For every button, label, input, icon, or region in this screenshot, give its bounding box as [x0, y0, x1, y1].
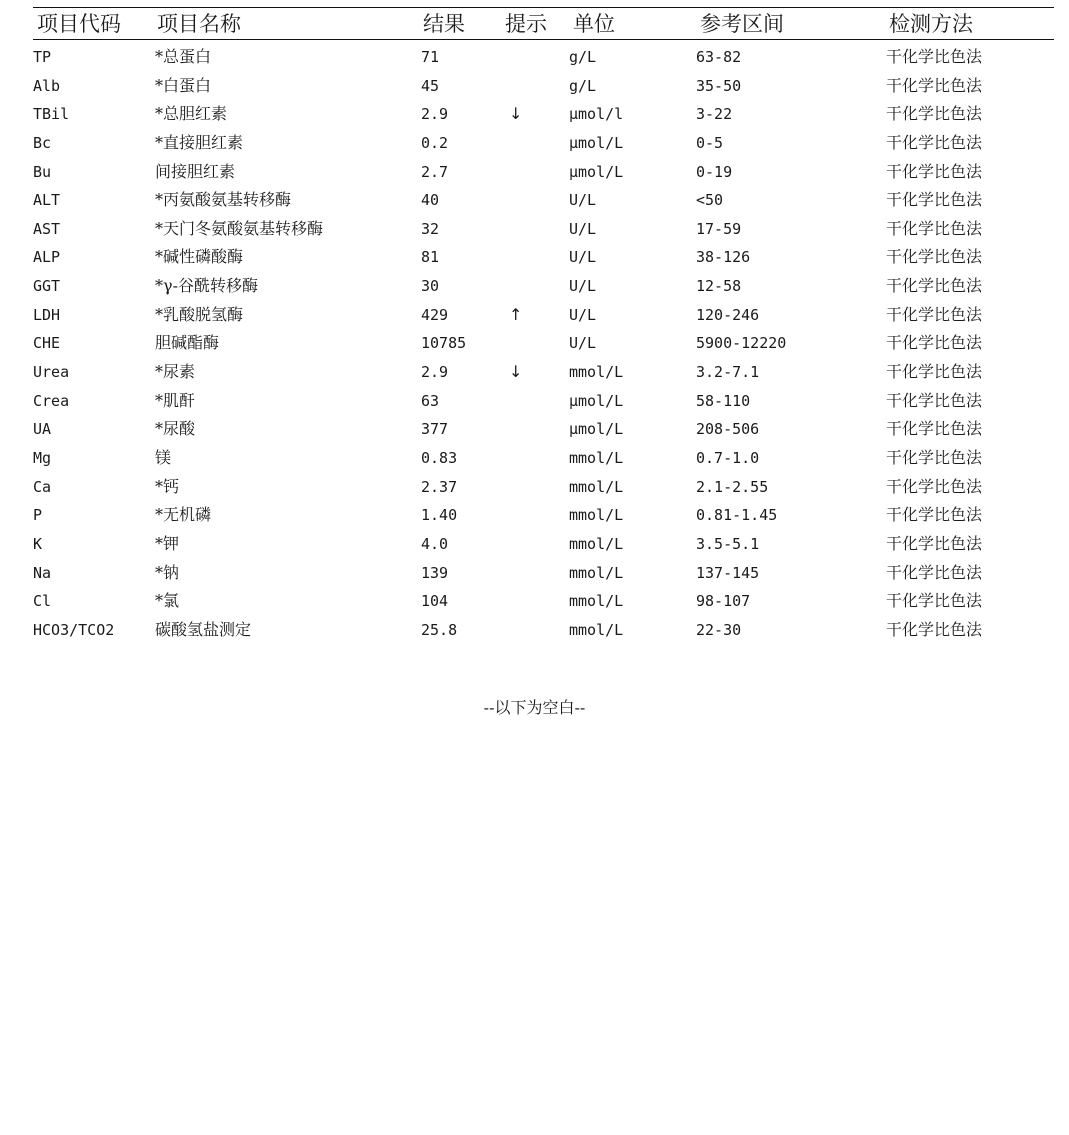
cell-unit: mmol/L: [569, 506, 624, 525]
table-row: [33, 444, 1054, 473]
cell-reference-range: 3.2-7.1: [696, 363, 760, 382]
table-header-rule: [33, 39, 1054, 40]
cell-item-name: *直接胆红素: [155, 132, 244, 152]
cell-test-method: 干化学比色法: [886, 333, 983, 353]
cell-item-code: HCO3/TCO2: [33, 620, 115, 639]
cell-test-method: 干化学比色法: [886, 190, 983, 210]
cell-item-code: Mg: [33, 448, 52, 467]
cell-reference-range: 38-126: [696, 248, 751, 267]
header-test-method: 检测方法: [889, 12, 973, 36]
cell-reference-range: 120-246: [696, 305, 760, 324]
cell-result: 71: [421, 48, 440, 66]
cell-test-method: 干化学比色法: [886, 591, 983, 611]
cell-result: 45: [421, 76, 440, 95]
cell-reference-range: 35-50: [696, 76, 742, 95]
cell-item-name: *钠: [155, 562, 180, 582]
table-row: [33, 158, 1054, 187]
cell-item-code: K: [33, 534, 43, 553]
table-row: [33, 473, 1054, 502]
cell-item-name: 碳酸氢盐测定: [155, 619, 252, 639]
blank-below-note: --以下为空白--: [483, 698, 586, 717]
table-body: [33, 43, 1054, 644]
cell-reference-range: 208-506: [696, 420, 760, 439]
cell-reference-range: 3-22: [696, 105, 733, 124]
cell-result: 2.37: [421, 477, 458, 496]
cell-item-name: *总胆红素: [155, 104, 228, 124]
cell-item-name: *钾: [155, 533, 180, 553]
table-row: [33, 100, 1054, 129]
header-item-name: 项目名称: [157, 12, 241, 36]
cell-unit: U/L: [569, 334, 597, 353]
table-row: [33, 329, 1054, 358]
cell-test-method: 干化学比色法: [886, 276, 983, 296]
cell-item-code: P: [33, 506, 43, 525]
table-row: [33, 358, 1054, 387]
cell-test-method: 干化学比色法: [886, 476, 983, 496]
cell-test-method: 干化学比色法: [886, 447, 983, 467]
header-reference-range: 参考区间: [700, 12, 784, 36]
cell-unit: U/L: [569, 248, 597, 267]
cell-item-code: TBil: [33, 105, 70, 124]
cell-unit: μmol/L: [569, 162, 624, 181]
cell-result: 40: [421, 191, 440, 210]
cell-result: 377: [421, 420, 449, 439]
cell-test-method: 干化学比色法: [886, 362, 983, 382]
cell-flag: ↑: [509, 304, 523, 324]
cell-item-name: *γ-谷酰转移酶: [155, 276, 258, 296]
cell-result: 81: [421, 248, 440, 267]
table-row: [33, 243, 1054, 272]
cell-item-code: TP: [33, 48, 52, 66]
cell-item-name: *无机磷: [155, 505, 212, 525]
cell-unit: μmol/L: [569, 420, 624, 439]
cell-item-code: Cl: [33, 592, 52, 611]
table-row: [33, 301, 1054, 330]
cell-test-method: 干化学比色法: [886, 218, 983, 238]
cell-item-code: Crea: [33, 391, 70, 410]
cell-item-name: *尿素: [155, 362, 196, 382]
cell-reference-range: 58-110: [696, 391, 751, 410]
cell-item-name: *钙: [155, 476, 180, 496]
cell-item-name: *氯: [155, 591, 180, 611]
cell-item-code: Bc: [33, 133, 52, 152]
cell-result: 429: [421, 305, 449, 324]
cell-unit: mmol/L: [569, 534, 624, 553]
cell-item-name: *尿酸: [155, 419, 196, 439]
cell-item-code: Na: [33, 563, 52, 582]
cell-item-code: Bu: [33, 162, 52, 181]
cell-result: 63: [421, 391, 440, 410]
cell-unit: μmol/L: [569, 133, 624, 152]
table-row: [33, 272, 1054, 301]
cell-reference-range: 0-19: [696, 162, 733, 181]
cell-unit: U/L: [569, 219, 597, 238]
header-item-code: 项目代码: [37, 12, 121, 36]
cell-result: 32: [421, 219, 440, 238]
cell-reference-range: 0-5: [696, 133, 724, 152]
cell-unit: mmol/L: [569, 620, 624, 639]
table-header-row: [33, 8, 1054, 39]
cell-unit: mmol/L: [569, 363, 624, 382]
cell-item-code: GGT: [33, 277, 61, 296]
cell-reference-range: 0.7-1.0: [696, 448, 760, 467]
table-row: [33, 587, 1054, 616]
cell-item-code: CHE: [33, 334, 61, 353]
cell-reference-range: 3.5-5.1: [696, 534, 760, 553]
header-result: 结果: [423, 12, 465, 36]
cell-result: 2.9: [421, 363, 449, 382]
cell-test-method: 干化学比色法: [886, 562, 983, 582]
table-row: [33, 530, 1054, 559]
cell-item-name: *白蛋白: [155, 75, 212, 95]
cell-item-name: 镁: [155, 447, 172, 467]
table-row: [33, 415, 1054, 444]
table-row: [33, 387, 1054, 416]
cell-test-method: 干化学比色法: [886, 75, 983, 95]
cell-item-name: *天门冬氨酸氨基转移酶: [155, 218, 324, 238]
cell-flag: ↓: [509, 362, 523, 382]
cell-result: 2.7: [421, 162, 449, 181]
cell-reference-range: 0.81-1.45: [696, 506, 778, 525]
cell-reference-range: 2.1-2.55: [696, 477, 769, 496]
cell-item-name: *总蛋白: [155, 47, 212, 66]
cell-result: 10785: [421, 334, 467, 353]
cell-reference-range: 22-30: [696, 620, 742, 639]
cell-unit: g/L: [569, 48, 597, 66]
cell-unit: mmol/L: [569, 592, 624, 611]
cell-reference-range: 12-58: [696, 277, 742, 296]
cell-result: 1.40: [421, 506, 458, 525]
table-row: [33, 186, 1054, 215]
cell-reference-range: 63-82: [696, 48, 742, 66]
table-row: [33, 616, 1054, 645]
table-row: [33, 43, 1054, 72]
cell-flag: ↓: [509, 104, 523, 124]
cell-test-method: 干化学比色法: [886, 505, 983, 525]
cell-test-method: 干化学比色法: [886, 304, 983, 324]
cell-reference-range: 5900-12220: [696, 334, 787, 353]
table-row: [33, 559, 1054, 588]
cell-test-method: 干化学比色法: [886, 619, 983, 639]
table-row: [33, 501, 1054, 530]
cell-item-code: Ca: [33, 477, 52, 496]
cell-item-code: Alb: [33, 76, 61, 95]
header-unit: 单位: [573, 12, 615, 36]
cell-reference-range: 98-107: [696, 592, 751, 611]
cell-item-name: 胆碱酯酶: [155, 333, 220, 353]
table-row: [33, 129, 1054, 158]
cell-item-code: ALT: [33, 191, 61, 210]
cell-reference-range: 137-145: [696, 563, 760, 582]
cell-unit: U/L: [569, 191, 597, 210]
cell-result: 0.2: [421, 133, 449, 152]
header-flag: 提示: [505, 12, 547, 36]
cell-item-name: *碱性磷酸酶: [155, 247, 244, 267]
cell-result: 2.9: [421, 105, 449, 124]
cell-item-code: Urea: [33, 363, 70, 382]
cell-test-method: 干化学比色法: [886, 419, 983, 439]
cell-test-method: 干化学比色法: [886, 533, 983, 553]
cell-item-code: ALP: [33, 248, 61, 267]
cell-result: 30: [421, 277, 440, 296]
cell-result: 0.83: [421, 448, 458, 467]
cell-test-method: 干化学比色法: [886, 132, 983, 152]
cell-item-code: UA: [33, 420, 52, 439]
cell-item-name: *肌酐: [155, 390, 196, 410]
cell-reference-range: <50: [696, 191, 724, 210]
table-row: [33, 215, 1054, 244]
cell-item-code: LDH: [33, 305, 61, 324]
cell-unit: mmol/L: [569, 448, 624, 467]
cell-item-name: *丙氨酸氨基转移酶: [155, 190, 292, 210]
cell-unit: mmol/L: [569, 563, 624, 582]
cell-test-method: 干化学比色法: [886, 161, 983, 181]
cell-unit: g/L: [569, 76, 597, 95]
cell-result: 4.0: [421, 534, 449, 553]
cell-test-method: 干化学比色法: [886, 247, 983, 267]
cell-unit: μmol/l: [569, 105, 624, 124]
cell-test-method: 干化学比色法: [886, 104, 983, 124]
cell-item-name: 间接胆红素: [155, 161, 236, 181]
cell-unit: U/L: [569, 305, 597, 324]
cell-test-method: 干化学比色法: [886, 390, 983, 410]
cell-result: 139: [421, 563, 449, 582]
cell-item-code: AST: [33, 219, 61, 238]
table-row: [33, 72, 1054, 101]
cell-test-method: 干化学比色法: [886, 47, 983, 66]
cell-result: 25.8: [421, 620, 458, 639]
cell-result: 104: [421, 592, 449, 611]
cell-item-name: *乳酸脱氢酶: [155, 304, 244, 324]
cell-unit: μmol/L: [569, 391, 624, 410]
cell-unit: mmol/L: [569, 477, 624, 496]
cell-unit: U/L: [569, 277, 597, 296]
cell-reference-range: 17-59: [696, 219, 742, 238]
